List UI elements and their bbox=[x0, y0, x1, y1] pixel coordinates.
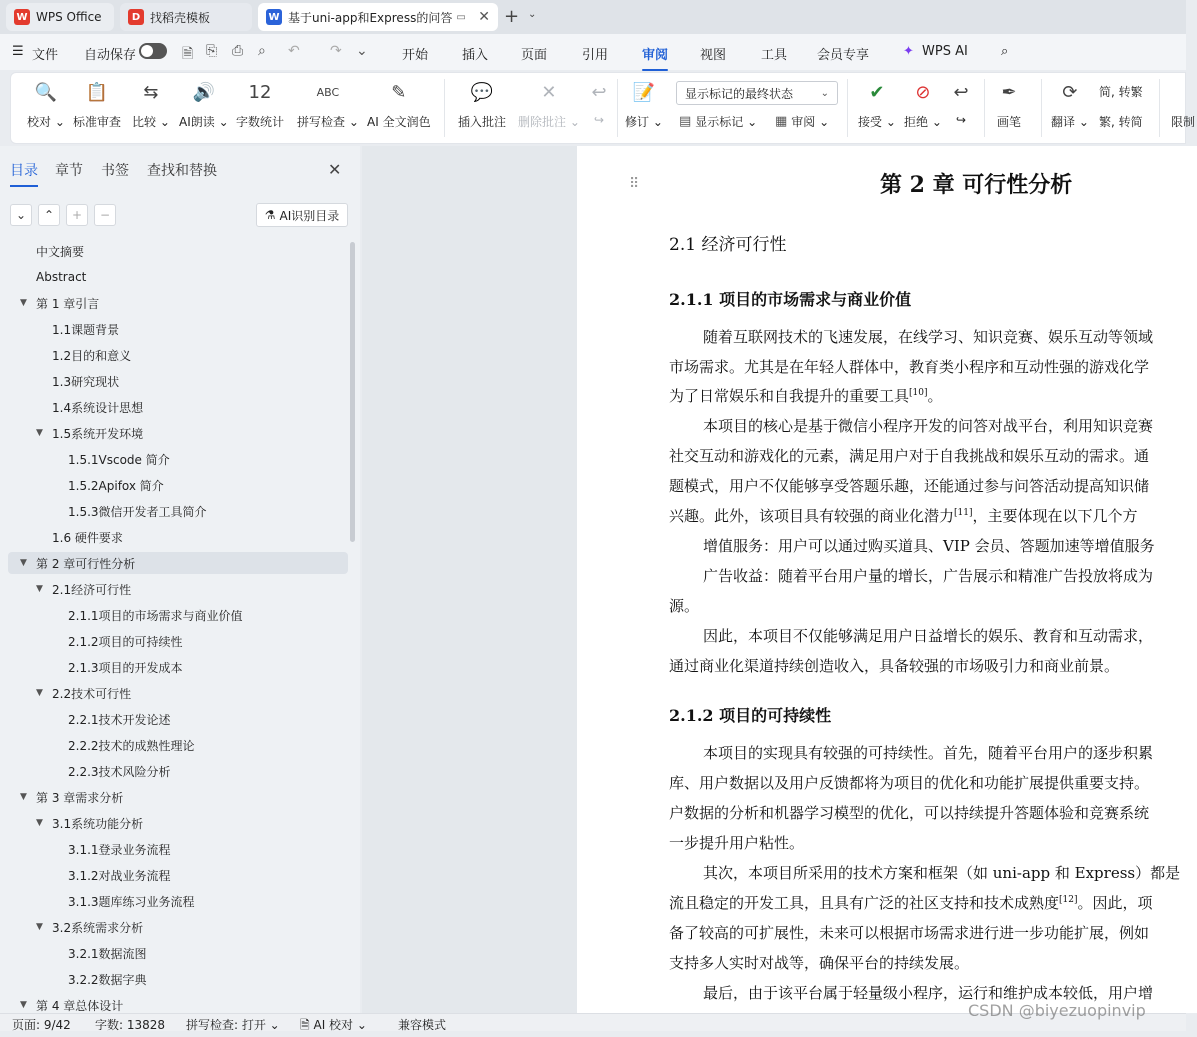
accept-button[interactable]: ✔ 接受 ⌄ bbox=[858, 79, 896, 130]
autosave-label: 自动保存 bbox=[84, 48, 137, 63]
track-changes-button[interactable]: 📝 修订 ⌄ bbox=[625, 79, 663, 130]
chevron-down-icon[interactable]: ⌄ bbox=[528, 9, 537, 20]
tab-page[interactable]: 页面 bbox=[521, 48, 548, 63]
toc-item-label: 2.1.2项目的可持续性 bbox=[68, 634, 183, 649]
ai-read-aloud-button[interactable]: 🔊 AI朗读 ⌄ bbox=[179, 79, 229, 130]
toc-item[interactable] bbox=[8, 968, 348, 990]
watermark: CSDN @biyezuopinvip bbox=[968, 1001, 1146, 1020]
redo-icon[interactable]: ↷ bbox=[330, 43, 342, 59]
translate-icon: ⟳ bbox=[1062, 81, 1078, 103]
ai-polish-icon: ✎ bbox=[391, 81, 407, 103]
divider bbox=[1041, 79, 1042, 137]
new-tab-plus-icon[interactable]: + bbox=[504, 6, 520, 27]
expand-arrow-icon[interactable]: ▼ bbox=[36, 428, 43, 438]
review-pane-button[interactable]: ▦ 审阅 ⌄ bbox=[775, 114, 830, 129]
monitor-icon: ▭ bbox=[456, 11, 466, 23]
tab-bar bbox=[0, 0, 1186, 34]
toc-item-label: 1.5.2Apifox 简介 bbox=[68, 478, 164, 493]
tab-review[interactable]: 审阅 bbox=[642, 44, 668, 63]
save-icon[interactable]: 🗎 bbox=[182, 46, 194, 62]
expand-arrow-icon[interactable]: ▼ bbox=[20, 298, 27, 308]
expand-arrow-icon[interactable]: ▼ bbox=[20, 792, 27, 802]
paragraph-line: 通过商业化渠道持续创造收入，具备较强的市场吸引力和商业前景。 bbox=[669, 657, 1120, 675]
citation: [12] bbox=[1059, 895, 1078, 905]
print-icon[interactable]: ⎙ bbox=[232, 43, 244, 59]
paragraph-line: 源。 bbox=[669, 597, 700, 615]
toc-item[interactable] bbox=[8, 812, 348, 834]
divider bbox=[444, 79, 445, 137]
toc-item-label: 1.5.3微信开发者工具简介 bbox=[68, 504, 207, 519]
file-menu[interactable]: 文件 bbox=[32, 48, 59, 63]
toc-scrollbar[interactable] bbox=[350, 242, 355, 542]
toc-item[interactable] bbox=[8, 292, 348, 314]
print-preview-icon[interactable]: ⌕ bbox=[258, 43, 266, 59]
show-markup-button[interactable]: ▤ 显示标记 ⌄ bbox=[679, 114, 758, 129]
word-count-icon: 12 bbox=[248, 81, 272, 103]
toc-item[interactable] bbox=[8, 604, 348, 626]
section-heading: 2.1 经济可行性 bbox=[669, 235, 787, 255]
tab-view[interactable]: 视图 bbox=[700, 48, 727, 63]
export-icon[interactable]: ⎘ bbox=[206, 43, 218, 59]
toc-item[interactable] bbox=[8, 422, 348, 444]
toc-item[interactable] bbox=[8, 682, 348, 704]
navigation-pane bbox=[0, 146, 360, 1013]
tab-insert[interactable]: 插入 bbox=[462, 48, 489, 63]
toc-item[interactable] bbox=[8, 578, 348, 600]
toc-item[interactable] bbox=[8, 760, 348, 782]
track-changes-icon: 📝 bbox=[632, 81, 656, 103]
compare-button[interactable]: ⇆ 比较 ⌄ bbox=[132, 79, 170, 130]
paragraph-line: 支持多人实时对战等，确保平台的持续发展。 bbox=[669, 954, 970, 972]
toc-item[interactable] bbox=[8, 240, 348, 262]
citation: [11] bbox=[954, 508, 973, 518]
toc-item-label: 第 1 章引言 bbox=[36, 296, 100, 311]
search-icon[interactable]: ⌕ bbox=[1001, 44, 1009, 59]
divider bbox=[617, 79, 618, 137]
translate-button[interactable]: ⟳ 翻译 ⌄ bbox=[1051, 79, 1089, 130]
tab-wps-office[interactable] bbox=[6, 3, 114, 31]
toc-item-label: 中文摘要 bbox=[36, 244, 85, 259]
more-chevron-icon[interactable]: ⌄ bbox=[356, 43, 368, 59]
divider bbox=[1159, 79, 1160, 137]
remove-heading-button[interactable]: − bbox=[94, 204, 116, 226]
page-indicator[interactable]: 页面: 9/42 bbox=[12, 1018, 71, 1032]
nav-tab-find-replace[interactable]: 查找和替换 bbox=[147, 163, 217, 179]
paragraph-line: 备了较高的可扩展性，未来可以根据市场需求进行进一步功能扩展，例如 bbox=[669, 924, 1150, 942]
nav-tab-bookmarks[interactable]: 书签 bbox=[101, 163, 129, 179]
paragraph-line: 流且稳定的开发工具，且具有广泛的社区支持和技术成熟度[12]。因此，项 bbox=[669, 894, 1153, 912]
ribbon-review bbox=[10, 72, 1196, 144]
collapse-down-button[interactable]: ⌄ bbox=[10, 204, 32, 226]
paragraph-line: 户数据的分析和机器学习模型的优化，可以持续提升答题体验和竞赛系统 bbox=[669, 804, 1150, 822]
toc-item-label: 1.5.1Vscode 简介 bbox=[68, 452, 170, 467]
toc-item-label: 第 3 章需求分析 bbox=[36, 790, 124, 805]
tab-member[interactable]: 会员专享 bbox=[817, 48, 870, 63]
divider bbox=[847, 79, 848, 137]
document-page[interactable] bbox=[577, 146, 1197, 1013]
compat-mode: 兼容模式 bbox=[398, 1018, 447, 1032]
paragraph-line: 其次，本项目所采用的技术方案和框架（如 uni-app 和 Express）都是 bbox=[703, 864, 1181, 882]
compare-icon: ⇆ bbox=[143, 81, 159, 103]
chevron-down-icon: ⌄ bbox=[820, 87, 829, 99]
standard-review-icon: 📋 bbox=[85, 81, 109, 103]
expand-arrow-icon[interactable]: ▼ bbox=[20, 558, 27, 568]
paragraph-line: 因此，本项目不仅能够满足用户日益增长的娱乐、教育和互动需求， bbox=[703, 627, 1154, 645]
tab-references[interactable]: 引用 bbox=[582, 48, 609, 63]
subsection-heading: 2.1.2 项目的可持续性 bbox=[669, 706, 832, 725]
wps-ai-icon: ✦ bbox=[903, 44, 914, 59]
toc-item[interactable] bbox=[8, 552, 348, 574]
wps-logo-icon: W bbox=[14, 9, 30, 25]
paragraph-line: 本项目的实现具有较强的可持续性。首先，随着平台用户的逐步积累 bbox=[703, 744, 1154, 762]
prev-comment-button[interactable] bbox=[586, 79, 612, 127]
toc-item[interactable] bbox=[8, 396, 348, 418]
toc-item-label: 3.2系统需求分析 bbox=[52, 920, 144, 935]
menu-bar bbox=[0, 34, 1186, 70]
toc-item[interactable] bbox=[8, 708, 348, 730]
paragraph-line: 为了日常娱乐和自我提升的重要工具[10]。 bbox=[669, 387, 943, 405]
paragraph-line: 广告收益：随着平台用户量的增长，广告展示和精准广告投放将成为 bbox=[703, 567, 1154, 585]
ai-polish-button[interactable]: ✎ AI 全文润色 bbox=[367, 79, 431, 130]
paragraph-line: 本项目的核心是基于微信小程序开发的问答对战平台，利用知识竞赛 bbox=[703, 417, 1154, 435]
toc-item[interactable] bbox=[8, 448, 348, 470]
undo-icon[interactable]: ↶ bbox=[288, 43, 300, 59]
paragraph-line: 一步提升用户粘性。 bbox=[669, 834, 805, 852]
toc-item[interactable] bbox=[8, 474, 348, 496]
toc-item-label: 1.6 硬件要求 bbox=[52, 530, 123, 545]
toc-item-label: 2.2技术可行性 bbox=[52, 686, 132, 701]
proofread-icon: 🔍 bbox=[34, 81, 58, 103]
paragraph-line: 题模式，用户不仅能够享受答题乐趣，还能通过参与问答活动提高知识储 bbox=[669, 477, 1150, 495]
spell-check-status[interactable]: 拼写检查: 打开 ⌄ bbox=[186, 1018, 280, 1032]
autosave-toggle[interactable] bbox=[139, 43, 167, 59]
toc-item[interactable] bbox=[8, 318, 348, 340]
close-icon[interactable]: ✕ bbox=[478, 9, 490, 25]
toc-item[interactable] bbox=[8, 266, 348, 288]
tab-label: WPS Office bbox=[36, 10, 102, 24]
reject-icon: ⊘ bbox=[915, 81, 931, 103]
tab-current-document[interactable] bbox=[258, 3, 498, 31]
add-heading-button[interactable]: + bbox=[66, 204, 88, 226]
restrict-button[interactable]: 限制 bbox=[1171, 115, 1196, 129]
proofread-button[interactable]: 🔍 校对 ⌄ bbox=[27, 79, 65, 130]
subsection-heading: 2.1.1 项目的市场需求与商业价值 bbox=[669, 290, 912, 309]
to-traditional-button[interactable]: 简, 转繁 bbox=[1099, 85, 1143, 99]
comment-plus-icon: 💬 bbox=[470, 81, 494, 103]
toc-item[interactable] bbox=[8, 370, 348, 392]
toc-item-label: 1.3研究现状 bbox=[52, 374, 120, 389]
toc-item-label: 1.5系统开发环境 bbox=[52, 426, 144, 441]
drag-handle-icon[interactable]: ⠿ bbox=[629, 176, 640, 192]
toc-item[interactable] bbox=[8, 656, 348, 678]
word-doc-icon: W bbox=[266, 9, 282, 25]
document-canvas bbox=[362, 146, 1186, 1013]
spell-check-button[interactable]: ABC 拼写检查 ⌄ bbox=[297, 79, 359, 130]
delete-comment-button[interactable]: ✕ 删除批注 ⌄ bbox=[518, 79, 580, 130]
citation: [10] bbox=[909, 388, 928, 398]
pen-icon: ✒ bbox=[1001, 81, 1017, 103]
spell-check-icon: ABC bbox=[316, 85, 340, 99]
toc-item[interactable] bbox=[8, 526, 348, 548]
toc-item[interactable] bbox=[8, 500, 348, 522]
insert-comment-button[interactable]: 💬 插入批注 bbox=[458, 79, 506, 130]
toc-item-label: 3.1.3题库练习业务流程 bbox=[68, 894, 195, 909]
next-comment-icon: ↪ bbox=[593, 113, 605, 127]
tab-docer-templates[interactable] bbox=[120, 3, 252, 31]
show-markup-icon: ▤ bbox=[679, 114, 692, 129]
paragraph-line: 市场需求。尤其是在年轻人群体中，教育类小程序和互动性强的游戏化学 bbox=[669, 358, 1150, 376]
toc-item[interactable] bbox=[8, 734, 348, 756]
prev-change-icon: ↩ bbox=[953, 81, 969, 103]
toc-item-label: 2.2.3技术风险分析 bbox=[68, 764, 171, 779]
toc-item-label: 2.1.1项目的市场需求与商业价值 bbox=[68, 608, 243, 623]
ai-proof-status[interactable]: 🗎 AI 校对 ⌄ bbox=[300, 1018, 367, 1032]
standard-review-button[interactable]: 📋 标准审查 bbox=[73, 79, 121, 130]
toc-item-label: 3.1.2对战业务流程 bbox=[68, 868, 171, 883]
toc-item[interactable] bbox=[8, 942, 348, 964]
toc-item-label: 3.2.2数据字典 bbox=[68, 972, 147, 987]
markup-mode-select[interactable]: 显示标记的最终状态 ⌄ bbox=[676, 81, 838, 105]
paragraph-line: 增值服务：用户可以通过购买道具、VIP 会员、答题加速等增值服务 bbox=[703, 537, 1155, 555]
expand-arrow-icon[interactable]: ▼ bbox=[36, 688, 43, 698]
toc-item-label: 3.2.1数据流图 bbox=[68, 946, 147, 961]
expand-arrow-icon[interactable]: ▼ bbox=[36, 818, 43, 828]
prev-change-button[interactable] bbox=[948, 79, 974, 127]
prev-comment-icon: ↩ bbox=[591, 81, 607, 103]
tab-label: 基于uni-app和Express的问答 bbox=[288, 10, 453, 25]
read-aloud-icon: 🔊 bbox=[192, 81, 216, 103]
toc-item[interactable] bbox=[8, 838, 348, 860]
paragraph-line: 兴趣。此外，该项目具有较强的商业化潜力[11]，主要体现在以下几个方 bbox=[669, 507, 1138, 525]
tab-home[interactable]: 开始 bbox=[402, 48, 429, 63]
expand-arrow-icon[interactable]: ▼ bbox=[36, 922, 43, 932]
toc-item-label: 2.1经济可行性 bbox=[52, 582, 132, 597]
close-icon[interactable]: ✕ bbox=[328, 160, 342, 179]
word-count[interactable]: 字数: 13828 bbox=[95, 1018, 166, 1032]
word-count-button[interactable]: 12 字数统计 bbox=[236, 79, 284, 130]
paragraph-line: 库、用户数据以及用户反馈都将为项目的优化和功能扩展提供重要支持。 bbox=[669, 774, 1150, 792]
toc-item-label: 2.1.3项目的开发成本 bbox=[68, 660, 183, 675]
nav-tab-toc[interactable]: 目录 bbox=[10, 160, 38, 180]
toc-item[interactable] bbox=[8, 786, 348, 808]
nav-tab-sections[interactable]: 章节 bbox=[55, 163, 83, 179]
proof-icon: 🗎 bbox=[300, 1018, 310, 1032]
toc-item-label: Abstract bbox=[36, 270, 87, 284]
tab-tools[interactable]: 工具 bbox=[761, 48, 788, 63]
divider bbox=[984, 79, 985, 137]
paragraph-line: 社交互动和游戏化的元素，满足用户对于自我挑战和娱乐互动的需求。通 bbox=[669, 447, 1150, 465]
next-change-icon: ↪ bbox=[955, 113, 967, 127]
toc-item-label: 3.1.1登录业务流程 bbox=[68, 842, 171, 857]
comment-delete-icon: ✕ bbox=[541, 81, 557, 103]
chapter-heading: 第 2 章 可行性分析 bbox=[880, 172, 1073, 198]
expand-arrow-icon[interactable]: ▼ bbox=[36, 584, 43, 594]
hamburger-menu-icon[interactable]: ☰ bbox=[12, 44, 24, 59]
toc-item[interactable] bbox=[8, 864, 348, 886]
paragraph-line: 随着互联网技术的飞速发展，在线学习、知识竞赛、娱乐互动等领域 bbox=[703, 328, 1154, 346]
toc-item-label: 第 2 章可行性分析 bbox=[36, 556, 136, 571]
ai-toc-button[interactable]: ⚗ AI识别目录 bbox=[256, 203, 348, 227]
pen-button[interactable]: ✒ 画笔 bbox=[996, 79, 1022, 130]
toc-item-label: 第 4 章总体设计 bbox=[36, 998, 124, 1013]
toc-item-label: 2.2.2技术的成熟性理论 bbox=[68, 738, 195, 753]
toc-item-label: 1.2目的和意义 bbox=[52, 348, 132, 363]
toc-item[interactable] bbox=[8, 630, 348, 652]
toc-item-label: 1.4系统设计思想 bbox=[52, 400, 144, 415]
toc-item[interactable] bbox=[8, 890, 348, 912]
expand-arrow-icon[interactable]: ▼ bbox=[20, 1000, 27, 1010]
paragraph-line: 最后，由于该平台属于轻量级小程序，运行和维护成本较低，用户增 bbox=[703, 984, 1154, 1002]
tab-label: 找稻壳模板 bbox=[150, 10, 211, 25]
toc-item-label: 2.2.1技术开发论述 bbox=[68, 712, 171, 727]
collapse-up-button[interactable]: ⌃ bbox=[38, 204, 60, 226]
tab-wps-ai[interactable]: WPS AI bbox=[922, 44, 968, 59]
toc-item-label: 1.1课题背景 bbox=[52, 322, 120, 337]
to-simplified-button[interactable]: 繁, 转简 bbox=[1099, 115, 1143, 129]
toc-item[interactable] bbox=[8, 344, 348, 366]
ai-icon: ⚗ bbox=[264, 208, 276, 222]
docer-icon: D bbox=[128, 9, 144, 25]
toc-item[interactable] bbox=[8, 916, 348, 938]
accept-icon: ✔ bbox=[869, 81, 885, 103]
toc-item-label: 3.1系统功能分析 bbox=[52, 816, 144, 831]
review-pane-icon: ▦ bbox=[775, 114, 788, 129]
reject-button[interactable]: ⊘ 拒绝 ⌄ bbox=[904, 79, 942, 130]
